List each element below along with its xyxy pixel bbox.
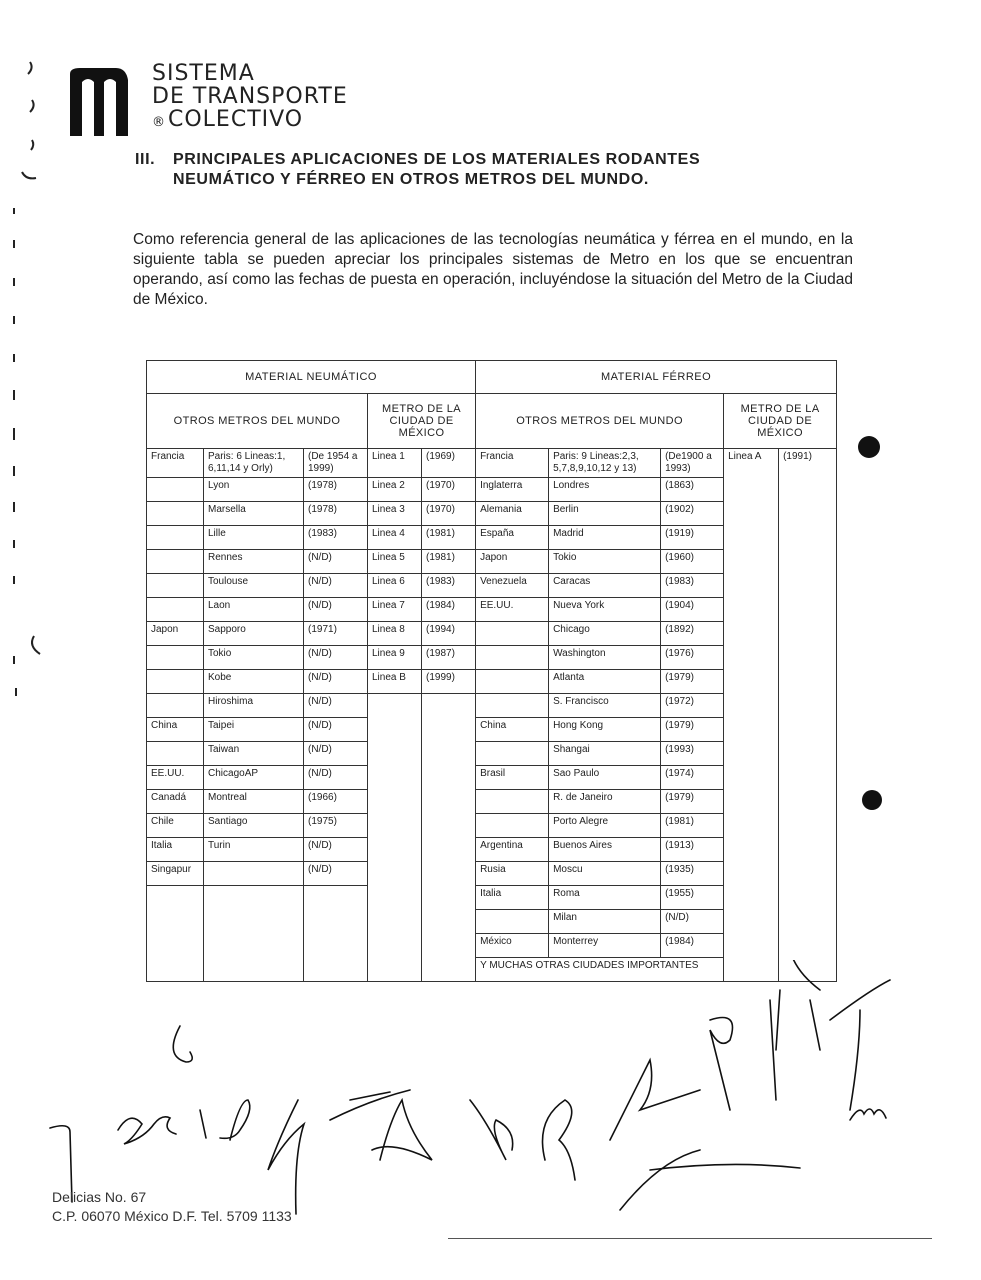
fer-date-cell: (1902): [661, 502, 724, 526]
fer-city-cell: Nueva York: [549, 598, 661, 622]
neu-city-cell: [204, 862, 304, 886]
empty-cell: [422, 694, 476, 982]
fer-date-cell: (1904): [661, 598, 724, 622]
fer-date-cell: (1955): [661, 886, 724, 910]
neu-country-cell: [147, 574, 204, 598]
mex-date-cell: (1969): [422, 449, 476, 478]
fer-city-cell: Berlin: [549, 502, 661, 526]
mex-date-cell: (1987): [422, 646, 476, 670]
mex-fer-line-cell: Linea A: [724, 449, 779, 982]
fer-date-cell: (1919): [661, 526, 724, 550]
mex-date-cell: (1981): [422, 550, 476, 574]
fer-country-cell: España: [476, 526, 549, 550]
fer-date-cell: (1892): [661, 622, 724, 646]
ferreo-header: MATERIAL FÉRREO: [476, 361, 837, 394]
mex-line-cell: Linea 5: [368, 550, 422, 574]
neu-city-cell: ChicagoAP: [204, 766, 304, 790]
mex-line-cell: Linea 3: [368, 502, 422, 526]
fer-city-cell: Monterrey: [549, 934, 661, 958]
fer-city-cell: Madrid: [549, 526, 661, 550]
neu-country-cell: Japon: [147, 622, 204, 646]
fer-country-cell: Inglaterra: [476, 478, 549, 502]
mex-line-cell: Linea B: [368, 670, 422, 694]
mex-line-cell: Linea 7: [368, 598, 422, 622]
fer-country-cell: [476, 910, 549, 934]
fer-date-cell: (1979): [661, 718, 724, 742]
neu-city-cell: Taiwan: [204, 742, 304, 766]
neu-city-cell: Hiroshima: [204, 694, 304, 718]
fer-date-cell: (1935): [661, 862, 724, 886]
neu-date-cell: (1975): [304, 814, 368, 838]
fer-date-cell: (1983): [661, 574, 724, 598]
neu-date-cell: (1966): [304, 790, 368, 814]
footer-address: [52, 1188, 292, 1226]
fer-city-cell: Milan: [549, 910, 661, 934]
neumatico-mexico-header: METRO DE LA CIUDAD DE MÉXICO: [368, 394, 476, 449]
neu-city-cell: Laon: [204, 598, 304, 622]
fer-country-cell: Rusia: [476, 862, 549, 886]
fer-country-cell: Italia: [476, 886, 549, 910]
fer-city-cell: Sao Paulo: [549, 766, 661, 790]
neu-country-cell: [147, 670, 204, 694]
neu-country-cell: China: [147, 718, 204, 742]
mex-date-cell: (1970): [422, 478, 476, 502]
fer-city-cell: Chicago: [549, 622, 661, 646]
neu-date-cell: (N/D): [304, 838, 368, 862]
margin-marks: [12, 60, 42, 700]
neumatico-otros-header: OTROS METROS DEL MUNDO: [147, 394, 368, 449]
fer-city-cell: Hong Kong: [549, 718, 661, 742]
fer-country-cell: [476, 694, 549, 718]
fer-date-cell: (1913): [661, 838, 724, 862]
mex-line-cell: Linea 4: [368, 526, 422, 550]
fer-country-cell: [476, 670, 549, 694]
neu-country-cell: [147, 550, 204, 574]
intro-paragraph: Como referencia general de las aplicaciones de las tecnologías neumática y férrea en el mundo, en la siguiente tabla se pueden apreciar los principales sistemas de Metro en los que se encuentran operando, así como las fechas de puesta en operación, incluyéndose la situación del Metro de la Ciudad de México.: [133, 231, 853, 308]
fer-country-cell: [476, 646, 549, 670]
neu-date-cell: (De 1954 a 1999): [304, 449, 368, 478]
neu-date-cell: (N/D): [304, 694, 368, 718]
neu-country-cell: [147, 742, 204, 766]
fer-city-cell: Moscu: [549, 862, 661, 886]
neu-city-cell: Rennes: [204, 550, 304, 574]
fer-country-cell: [476, 742, 549, 766]
neu-city-cell: Santiago: [204, 814, 304, 838]
neu-country-cell: [147, 646, 204, 670]
neu-city-cell: Toulouse: [204, 574, 304, 598]
neu-date-cell: (N/D): [304, 742, 368, 766]
fer-footer-cell: Y MUCHAS OTRAS CIUDADES IMPORTANTES: [476, 958, 724, 982]
fer-city-cell: R. de Janeiro: [549, 790, 661, 814]
fer-country-cell: EE.UU.: [476, 598, 549, 622]
fer-date-cell: (N/D): [661, 910, 724, 934]
fer-city-cell: S. Francisco: [549, 694, 661, 718]
neu-country-cell: Chile: [147, 814, 204, 838]
fer-date-cell: (1979): [661, 790, 724, 814]
fer-country-cell: Brasil: [476, 766, 549, 790]
neu-date-cell: (1978): [304, 478, 368, 502]
fer-date-cell: (De1900 a 1993): [661, 449, 724, 478]
registered-mark: ®: [152, 115, 166, 130]
neu-date-cell: (N/D): [304, 766, 368, 790]
neu-city-cell: Taipei: [204, 718, 304, 742]
neu-city-cell: Sapporo: [204, 622, 304, 646]
mex-line-cell: Linea 1: [368, 449, 422, 478]
neu-city-cell: Paris: 6 Lineas:1, 6,11,14 y Orly): [204, 449, 304, 478]
fer-city-cell: Shangai: [549, 742, 661, 766]
fer-country-cell: [476, 622, 549, 646]
fer-country-cell: [476, 814, 549, 838]
fer-country-cell: China: [476, 718, 549, 742]
stc-logo-icon: [68, 66, 138, 136]
section-number: III.: [135, 151, 156, 168]
neu-date-cell: (1978): [304, 502, 368, 526]
neu-country-cell: [147, 598, 204, 622]
fer-city-cell: Porto Alegre: [549, 814, 661, 838]
signatures-image: [0, 960, 981, 1220]
neu-country-cell: Francia: [147, 449, 204, 478]
neu-date-cell: (N/D): [304, 598, 368, 622]
table-row: [147, 449, 837, 478]
mex-line-cell: Linea 2: [368, 478, 422, 502]
neu-date-cell: (N/D): [304, 550, 368, 574]
neu-city-cell: Tokio: [204, 646, 304, 670]
mex-date-cell: (1970): [422, 502, 476, 526]
footer-line-1: Delicias No. 67: [52, 1189, 147, 1205]
section-title: [135, 150, 700, 190]
neu-city-cell: Turin: [204, 838, 304, 862]
neu-country-cell: [147, 502, 204, 526]
ink-blot: [858, 436, 880, 458]
logo-line-3: COLECTIVO: [168, 107, 304, 132]
fer-date-cell: (1960): [661, 550, 724, 574]
neu-date-cell: (1971): [304, 622, 368, 646]
section-title-line-2: NEUMÁTICO Y FÉRREO EN OTROS METROS DEL MUNDO.: [173, 171, 649, 188]
fer-date-cell: (1984): [661, 934, 724, 958]
neu-country-cell: Canadá: [147, 790, 204, 814]
neu-city-cell: Kobe: [204, 670, 304, 694]
neu-date-cell: (1983): [304, 526, 368, 550]
mex-date-cell: (1981): [422, 526, 476, 550]
fer-date-cell: (1981): [661, 814, 724, 838]
fer-date-cell: (1863): [661, 478, 724, 502]
fer-city-cell: Buenos Aires: [549, 838, 661, 862]
fer-city-cell: Caracas: [549, 574, 661, 598]
neu-city-cell: Lille: [204, 526, 304, 550]
logo-line-2: DE TRANSPORTE: [152, 84, 348, 109]
fer-city-cell: Atlanta: [549, 670, 661, 694]
fer-country-cell: Alemania: [476, 502, 549, 526]
fer-city-cell: Paris: 9 Lineas:2,3, 5,7,8,9,10,12 y 13): [549, 449, 661, 478]
neu-date-cell: (N/D): [304, 670, 368, 694]
ferreo-mexico-header: METRO DE LA CIUDAD DE MÉXICO: [724, 394, 837, 449]
fer-country-cell: México: [476, 934, 549, 958]
fer-date-cell: (1979): [661, 670, 724, 694]
ferreo-otros-header: OTROS METROS DEL MUNDO: [476, 394, 724, 449]
logo-line-1: SISTEMA: [152, 61, 255, 86]
fer-country-cell: Francia: [476, 449, 549, 478]
fer-date-cell: (1972): [661, 694, 724, 718]
neu-country-cell: Singapur: [147, 862, 204, 886]
neu-country-cell: [147, 694, 204, 718]
mex-fer-date-cell: (1991): [779, 449, 837, 982]
empty-cell: [368, 694, 422, 982]
neu-city-cell: Marsella: [204, 502, 304, 526]
neu-country-cell: EE.UU.: [147, 766, 204, 790]
fer-country-cell: Japon: [476, 550, 549, 574]
mex-date-cell: (1999): [422, 670, 476, 694]
neu-date-cell: (N/D): [304, 574, 368, 598]
mex-date-cell: (1984): [422, 598, 476, 622]
fer-city-cell: Roma: [549, 886, 661, 910]
mex-date-cell: (1994): [422, 622, 476, 646]
neu-city-cell: Lyon: [204, 478, 304, 502]
mex-line-cell: Linea 6: [368, 574, 422, 598]
neu-date-cell: (N/D): [304, 646, 368, 670]
logo-wordmark: [152, 62, 348, 134]
neu-date-cell: (N/D): [304, 718, 368, 742]
fer-city-cell: Washington: [549, 646, 661, 670]
footer-line-2: C.P. 06070 México D.F. Tel. 5709 1133: [52, 1208, 292, 1224]
mex-date-cell: (1983): [422, 574, 476, 598]
fer-city-cell: Londres: [549, 478, 661, 502]
neu-date-cell: (N/D): [304, 862, 368, 886]
neumatico-header: MATERIAL NEUMÁTICO: [147, 361, 476, 394]
neu-country-cell: Italia: [147, 838, 204, 862]
fer-date-cell: (1993): [661, 742, 724, 766]
fer-date-cell: (1976): [661, 646, 724, 670]
fer-city-cell: Tokio: [549, 550, 661, 574]
neu-city-cell: Montreal: [204, 790, 304, 814]
fer-country-cell: Venezuela: [476, 574, 549, 598]
neu-country-cell: [147, 526, 204, 550]
ink-blot: [862, 790, 882, 810]
fer-country-cell: Argentina: [476, 838, 549, 862]
mex-line-cell: Linea 8: [368, 622, 422, 646]
metro-table: [146, 360, 837, 982]
mex-line-cell: Linea 9: [368, 646, 422, 670]
neu-country-cell: [147, 478, 204, 502]
footer-rule: [448, 1238, 932, 1239]
fer-country-cell: [476, 790, 549, 814]
section-title-line-1: PRINCIPALES APLICACIONES DE LOS MATERIALES RODANTES: [173, 151, 701, 168]
fer-date-cell: (1974): [661, 766, 724, 790]
